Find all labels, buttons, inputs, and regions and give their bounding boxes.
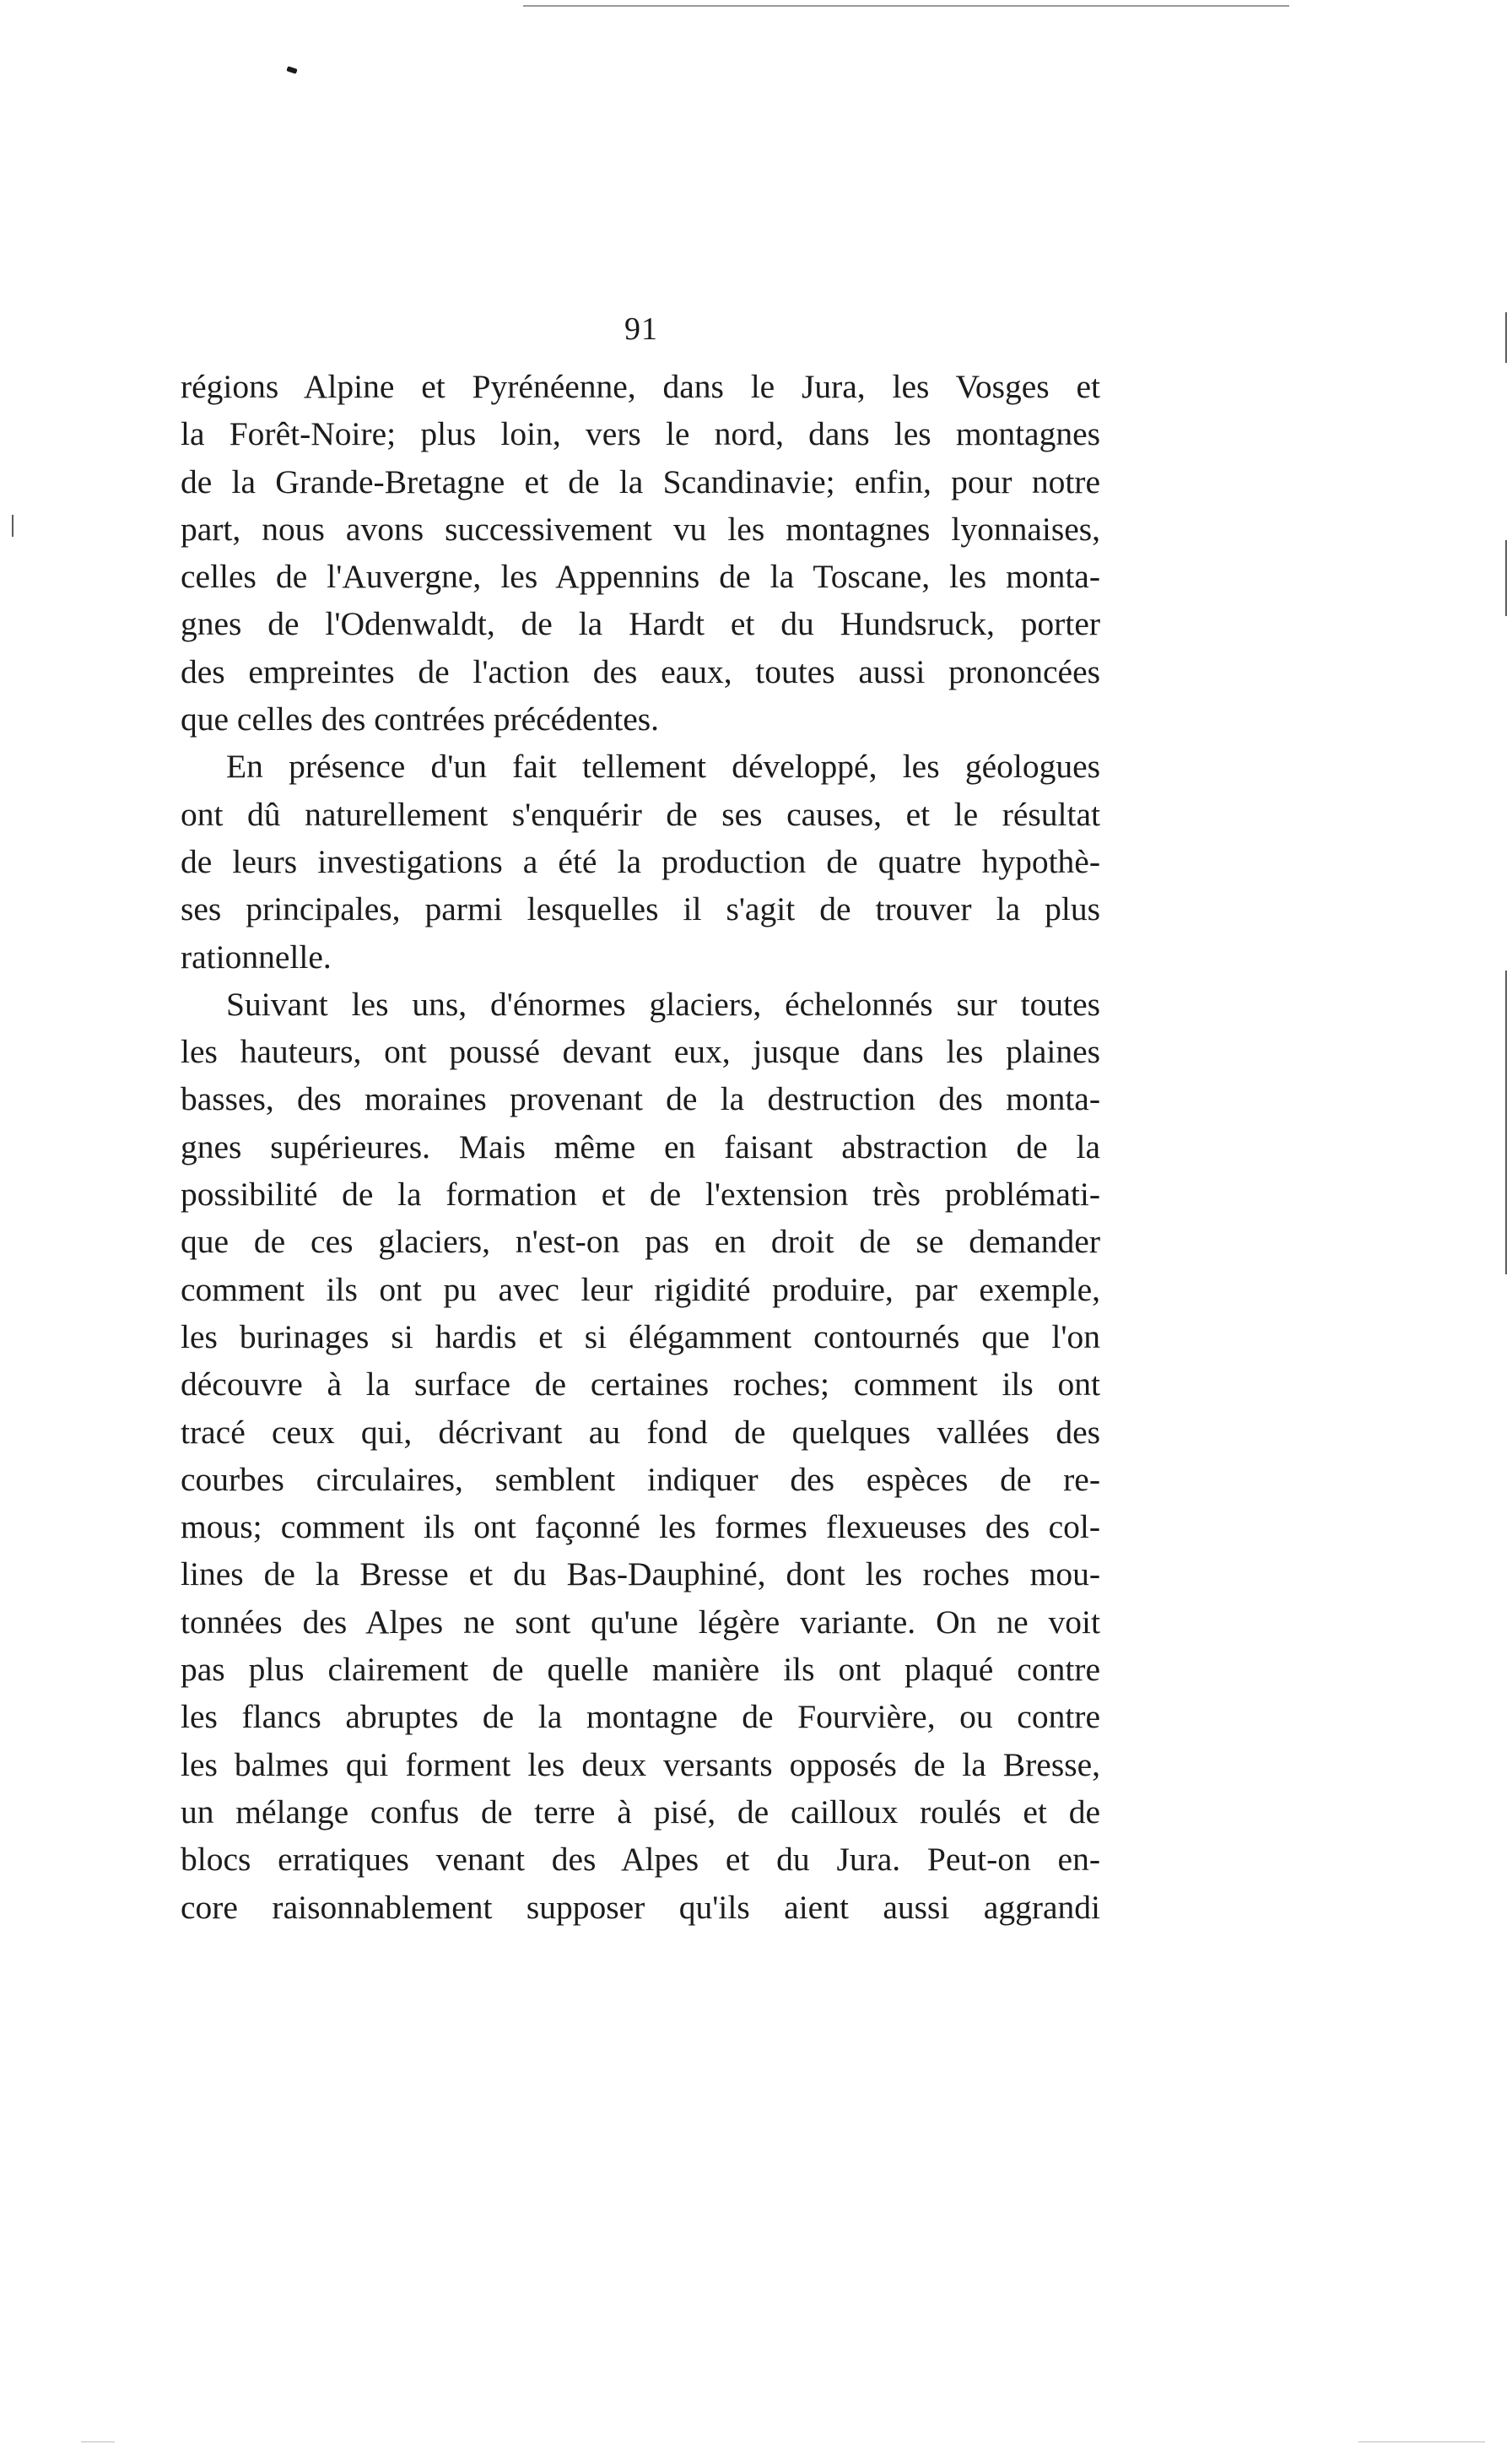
text-line: lines de la Bresse et du Bas-Dauphiné, dont les roches mou-: [181, 1555, 1100, 1593]
text-line: part, nous avons successivement vu les montagnes lyonnaises,: [181, 510, 1100, 548]
text-line: pas plus clairement de quelle manière ils ont plaqué contre: [181, 1651, 1100, 1689]
scan-edge-mark: [1505, 312, 1507, 363]
text-line: la Forêt-Noire; plus loin, vers le nord, dans les montagnes: [181, 415, 1100, 453]
text-line: découvre à la surface de certaines roches; comment ils ont: [181, 1365, 1100, 1403]
text-line: mous; comment ils ont façonné les formes flexueuses des col-: [181, 1508, 1100, 1546]
text-line: courbes circulaires, semblent indiquer des espèces de re-: [181, 1460, 1100, 1498]
text-line: core raisonnablement supposer qu'ils aient aussi aggrandi: [181, 1888, 1100, 1926]
text-line: tonnées des Alpes ne sont qu'une légère variante. On ne voit: [181, 1603, 1100, 1641]
scan-edge-mark: [12, 515, 14, 537]
text-line: régions Alpine et Pyrénéenne, dans le Jura, les Vosges et: [181, 368, 1100, 405]
text-line: ont dû naturellement s'enquérir de ses causes, et le résultat: [181, 795, 1100, 833]
body-text: [181, 363, 1100, 1931]
text-line: ses principales, parmi lesquelles il s'agit de trouver la plus: [181, 890, 1100, 928]
text-line: des empreintes de l'action des eaux, toutes aussi prononcées: [181, 652, 1100, 690]
text-line: que celles des contrées précédentes.: [181, 700, 659, 738]
scan-bottom-rule: [1358, 2441, 1485, 2442]
text-line: celles de l'Auvergne, les Appennins de la Toscane, les monta-: [181, 558, 1100, 596]
scan-edge-mark: [1505, 540, 1507, 616]
text-line: En présence d'un fait tellement développé, les géologues: [226, 748, 1100, 786]
text-line: les hauteurs, ont poussé devant eux, jusque dans les plaines: [181, 1033, 1100, 1071]
scan-ink-mark: [286, 66, 297, 73]
text-line: les balmes qui forment les deux versants opposés de la Bresse,: [181, 1745, 1100, 1783]
text-line: tracé ceux qui, décrivant au fond de quelques vallées des: [181, 1413, 1100, 1451]
scan-edge-mark: [1505, 971, 1507, 1274]
text-line: rationnelle.: [181, 938, 332, 976]
text-line: de la Grande-Bretagne et de la Scandinavie; enfin, pour notre: [181, 462, 1100, 500]
scan-top-rule: [523, 5, 1289, 7]
text-line: comment ils ont pu avec leur rigidité produire, par exemple,: [181, 1270, 1100, 1308]
scan-bottom-rule: [81, 2441, 115, 2442]
text-line: Suivant les uns, d'énormes glaciers, échelonnés sur toutes: [226, 985, 1100, 1023]
text-line: que de ces glaciers, n'est-on pas en droit de se demander: [181, 1223, 1100, 1261]
text-line: gnes de l'Odenwaldt, de la Hardt et du Hundsruck, porter: [181, 605, 1100, 643]
text-line: basses, des moraines provenant de la destruction des monta-: [181, 1080, 1100, 1118]
text-line: blocs erratiques venant des Alpes et du Jura. Peut-on en-: [181, 1841, 1100, 1879]
text-line: de leurs investigations a été la production de quatre hypothè-: [181, 842, 1100, 880]
text-line: gnes supérieures. Mais même en faisant abstraction de la: [181, 1127, 1100, 1165]
text-line: un mélange confus de terre à pisé, de cailloux roulés et de: [181, 1793, 1100, 1830]
page-number: 91: [624, 311, 658, 347]
text-line: les flancs abruptes de la montagne de Fourvière, ou contre: [181, 1698, 1100, 1736]
text-line: possibilité de la formation et de l'extension très problémati-: [181, 1176, 1100, 1214]
text-line: les burinages si hardis et si élégamment contournés que l'on: [181, 1317, 1100, 1355]
